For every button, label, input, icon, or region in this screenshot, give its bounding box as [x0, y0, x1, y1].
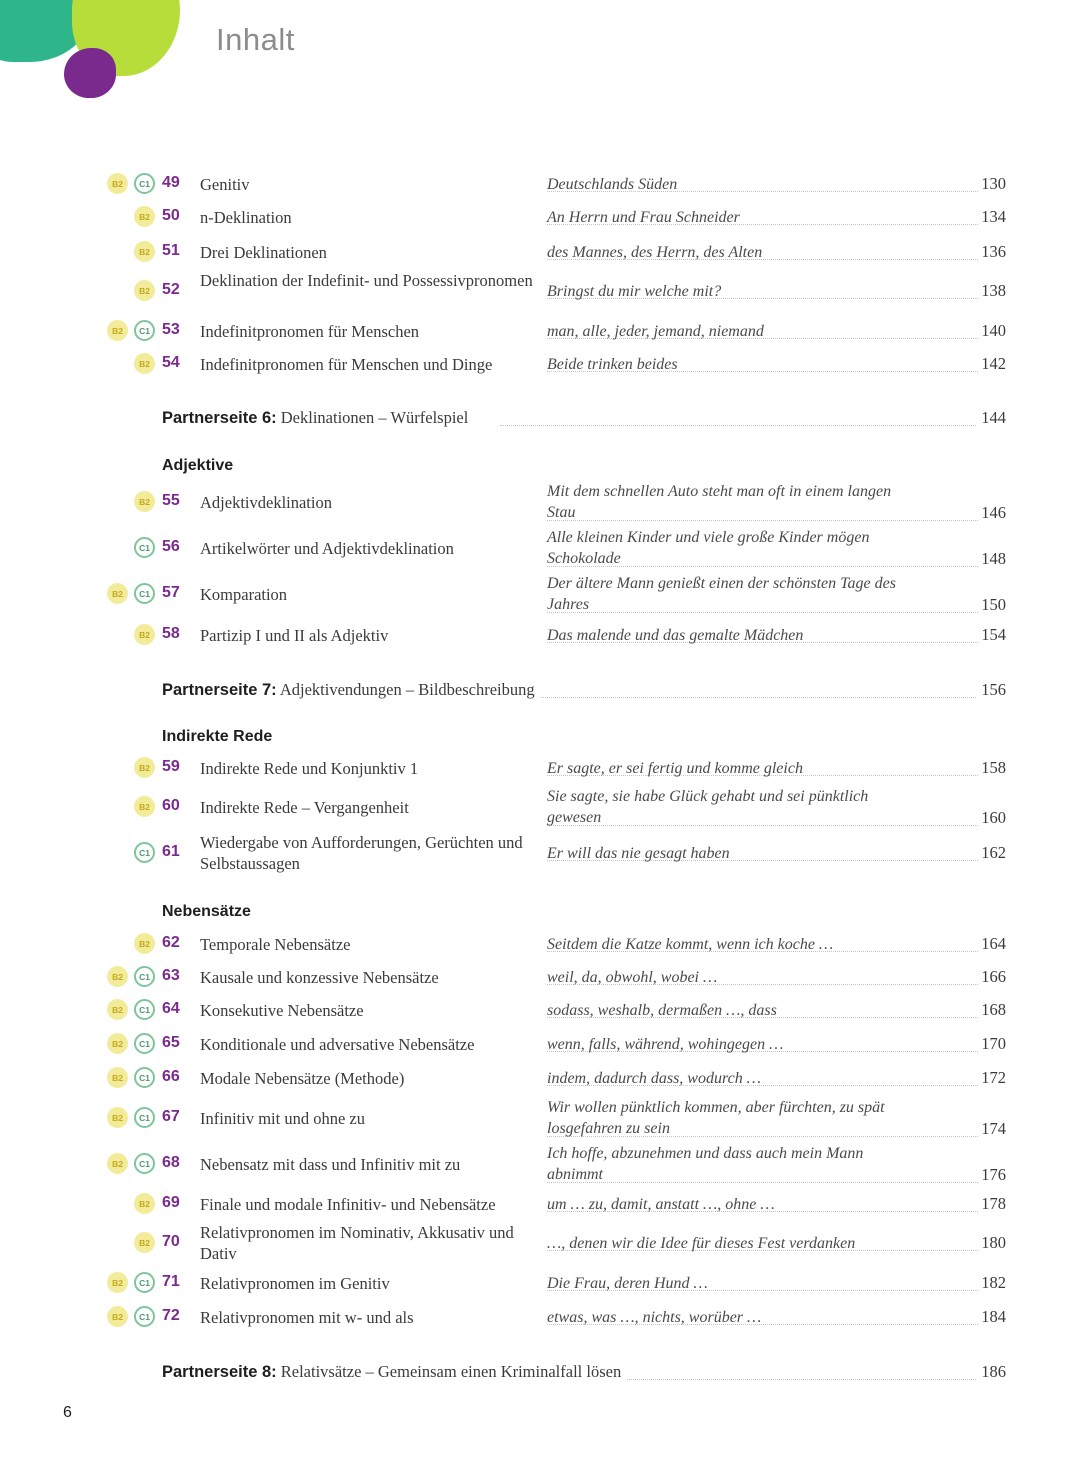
level-badge-b2: B2 [134, 796, 155, 817]
chapter-example: wenn, falls, während, wohingegen … [547, 1036, 784, 1053]
chapter-topic: Indirekte Rede – Vergangenheit [200, 798, 409, 817]
chapter-number: 60 [162, 797, 180, 814]
level-badge-b2: B2 [134, 491, 155, 512]
page-ref: 140 [981, 321, 1006, 340]
chapter-topic: Deklination der Indefinit- und Possessivpronomen [200, 271, 533, 290]
level-badge-c1: C1 [134, 966, 155, 987]
partner-page-text: Relativsätze – Gemeinsam einen Kriminalfall lösen [280, 1362, 622, 1381]
chapter-example: sodass, weshalb, dermaßen …, dass [547, 1002, 777, 1019]
chapter-topic: Konsekutive Nebensätze [200, 1001, 364, 1020]
level-badge-c1: C1 [134, 583, 155, 604]
level-badge-b2: B2 [134, 757, 155, 778]
chapter-number: 51 [162, 242, 180, 259]
chapter-topic: Temporale Nebensätze [200, 935, 351, 954]
page-ref: 186 [976, 1362, 1006, 1382]
section-heading: Nebensätze [162, 903, 251, 920]
chapter-example: indem, dadurch dass, wodurch … [547, 1070, 761, 1087]
chapter-topic: Artikelwörter und Adjektivdeklination [200, 539, 454, 558]
page-ref: 150 [981, 595, 1006, 614]
page-ref: 160 [981, 808, 1006, 827]
chapter-number: 61 [162, 843, 180, 860]
level-badge-b2: B2 [134, 241, 155, 262]
page-ref: 174 [981, 1119, 1006, 1138]
section-heading: Indirekte Rede [162, 728, 273, 745]
chapter-example: …, denen wir die Idee für dieses Fest verdanken [547, 1235, 856, 1252]
chapter-example: An Herrn und Frau Schneider [547, 209, 740, 226]
level-badge-b2: B2 [107, 1033, 128, 1054]
page-ref: 146 [981, 503, 1006, 522]
level-badge-c1: C1 [134, 842, 155, 863]
chapter-topic: Relativpronomen mit w- und als [200, 1308, 414, 1327]
level-badge-b2: B2 [134, 280, 155, 301]
chapter-topic: Indefinitpronomen für Menschen und Dinge [200, 355, 493, 374]
chapter-example: Der ältere Mann genießt einen der schönsten Tage des Jahres [547, 575, 896, 613]
level-badge-c1: C1 [134, 1306, 155, 1327]
level-badge-b2: B2 [107, 1107, 128, 1128]
page-ref: 130 [981, 174, 1006, 193]
partner-page-title [162, 680, 541, 700]
page-ref: 176 [981, 1165, 1006, 1184]
chapter-example: Die Frau, deren Hund … [547, 1275, 708, 1292]
chapter-example: Sie sagte, sie habe Glück gehabt und sei pünktlich gewesen [547, 788, 869, 826]
page-ref: 158 [981, 758, 1006, 777]
chapter-topic: Indefinitpronomen für Menschen [200, 322, 420, 341]
chapter-number: 57 [162, 584, 180, 601]
page-ref: 156 [976, 680, 1006, 700]
chapter-example: Beide trinken beides [547, 356, 678, 373]
chapter-number: 53 [162, 321, 180, 338]
partner-page-text: Adjektivendungen – Bildbeschreibung [279, 680, 535, 699]
page-ref: 136 [981, 242, 1006, 261]
page-ref: 182 [981, 1273, 1006, 1292]
chapter-example: weil, da, obwohl, wobei … [547, 969, 718, 986]
level-badge-c1: C1 [134, 1272, 155, 1293]
level-badge-c1: C1 [134, 1067, 155, 1088]
section-heading: Adjektive [162, 457, 234, 474]
chapter-example: Bringst du mir welche mit? [547, 283, 722, 300]
page-title: Inhalt [216, 22, 295, 57]
chapter-topic: Wiedergabe von Aufforderungen, Gerüchten und Selbstaussagen [200, 833, 523, 873]
chapter-number: 59 [162, 758, 180, 775]
chapter-number: 65 [162, 1034, 180, 1051]
page-ref: 168 [981, 1000, 1006, 1019]
page-ref: 154 [981, 625, 1006, 644]
page-ref: 144 [976, 408, 1006, 428]
partner-page-text: Deklinationen – Würfelspiel [280, 408, 469, 427]
page-ref: 142 [981, 354, 1006, 373]
chapter-topic: Kausale und konzessive Nebensätze [200, 968, 439, 987]
page-ref: 184 [981, 1307, 1006, 1326]
chapter-topic: Genitiv [200, 175, 250, 194]
level-badge-c1: C1 [134, 1033, 155, 1054]
page-ref: 178 [981, 1194, 1006, 1213]
chapter-example: Deutschlands Süden [547, 176, 678, 193]
page-ref: 166 [981, 967, 1006, 986]
chapter-number: 69 [162, 1194, 180, 1211]
chapter-topic: Modale Nebensätze (Methode) [200, 1069, 405, 1088]
page-ref: 180 [981, 1233, 1006, 1252]
chapter-number: 49 [162, 174, 180, 191]
chapter-number: 64 [162, 1000, 180, 1017]
level-badge-c1: C1 [134, 1107, 155, 1128]
level-badge-b2: B2 [134, 1193, 155, 1214]
dot-leader [500, 425, 978, 426]
level-badge-b2: B2 [107, 320, 128, 341]
chapter-topic: Komparation [200, 585, 288, 604]
level-badge-b2: B2 [107, 583, 128, 604]
chapter-topic: Relativpronomen im Nominativ, Akkusativ und Dativ [200, 1223, 514, 1263]
chapter-number: 50 [162, 207, 180, 224]
level-badge-b2: B2 [107, 173, 128, 194]
level-badge-b2: B2 [134, 624, 155, 645]
chapter-number: 56 [162, 538, 180, 555]
chapter-topic: Konditionale und adversative Nebensätze [200, 1035, 475, 1054]
level-badge-c1: C1 [134, 1153, 155, 1174]
page-number: 6 [63, 1404, 72, 1421]
partner-page-label: Partnerseite 7: [162, 681, 277, 699]
chapter-example: Er will das nie gesagt haben [547, 845, 730, 862]
chapter-example: um … zu, damit, anstatt …, ohne … [547, 1196, 775, 1213]
chapter-example: Er sagte, er sei fertig und komme gleich [547, 760, 803, 777]
chapter-number: 63 [162, 967, 180, 984]
level-badge-b2: B2 [107, 999, 128, 1020]
chapter-number: 55 [162, 492, 180, 509]
level-badge-b2: B2 [107, 1153, 128, 1174]
chapter-topic: Nebensatz mit dass und Infinitiv mit zu [200, 1155, 461, 1174]
page-ref: 172 [981, 1068, 1006, 1087]
chapter-example: etwas, was …, nichts, worüber … [547, 1309, 762, 1326]
partner-page-title [162, 1362, 627, 1382]
chapter-topic: Partizip I und II als Adjektiv [200, 626, 389, 645]
chapter-example: des Mannes, des Herrn, des Alten [547, 244, 763, 261]
page-ref: 134 [981, 207, 1006, 226]
chapter-topic: Finale und modale Infinitiv- und Nebensätze [200, 1195, 496, 1214]
chapter-number: 58 [162, 625, 180, 642]
level-badge-b2: B2 [134, 353, 155, 374]
level-badge-b2: B2 [134, 1232, 155, 1253]
page-ref: 148 [981, 549, 1006, 568]
level-badge-c1: C1 [134, 173, 155, 194]
level-badge-b2: B2 [134, 206, 155, 227]
page-ref: 170 [981, 1034, 1006, 1053]
chapter-number: 72 [162, 1307, 180, 1324]
chapter-topic: Drei Deklinationen [200, 243, 327, 262]
decorative-purple-blob [64, 48, 116, 98]
chapter-example: Wir wollen pünktlich kommen, aber fürchten, zu spät losgefahren zu sein [547, 1099, 885, 1137]
chapter-number: 66 [162, 1068, 180, 1085]
chapter-number: 62 [162, 934, 180, 951]
level-badge-c1: C1 [134, 537, 155, 558]
level-badge-c1: C1 [134, 999, 155, 1020]
partner-page-label: Partnerseite 8: [162, 1363, 277, 1381]
chapter-number: 54 [162, 354, 180, 371]
partner-page-title [162, 408, 474, 428]
partner-page-label: Partnerseite 6: [162, 409, 277, 427]
chapter-number: 67 [162, 1108, 180, 1125]
level-badge-b2: B2 [107, 1067, 128, 1088]
level-badge-b2: B2 [134, 933, 155, 954]
chapter-example: Ich hoffe, abzunehmen und dass auch mein Mann abnimmt [547, 1145, 864, 1183]
level-badge-b2: B2 [107, 1272, 128, 1293]
dot-leader [500, 697, 978, 698]
level-badge-b2: B2 [107, 1306, 128, 1327]
level-badge-c1: C1 [134, 320, 155, 341]
chapter-number: 52 [162, 281, 180, 298]
chapter-example: Mit dem schnellen Auto steht man oft in einem langen Stau [547, 483, 892, 521]
chapter-example: Alle kleinen Kinder und viele große Kinder mögen Schokolade [547, 529, 870, 567]
chapter-example: Das malende und das gemalte Mädchen [547, 627, 804, 644]
level-badge-b2: B2 [107, 966, 128, 987]
page-ref: 164 [981, 934, 1006, 953]
chapter-number: 68 [162, 1154, 180, 1171]
chapter-topic: n-Deklination [200, 208, 292, 227]
chapter-example: man, alle, jeder, jemand, niemand [547, 323, 764, 340]
chapter-topic: Infinitiv mit und ohne zu [200, 1109, 365, 1128]
chapter-topic: Relativpronomen im Genitiv [200, 1274, 390, 1293]
page-ref: 162 [981, 843, 1006, 862]
chapter-topic: Adjektivdeklination [200, 493, 332, 512]
chapter-example: Seitdem die Katze kommt, wenn ich koche … [547, 936, 834, 953]
chapter-number: 71 [162, 1273, 180, 1290]
chapter-number: 70 [162, 1233, 180, 1250]
page-ref: 138 [981, 281, 1006, 300]
chapter-topic: Indirekte Rede und Konjunktiv 1 [200, 759, 419, 778]
